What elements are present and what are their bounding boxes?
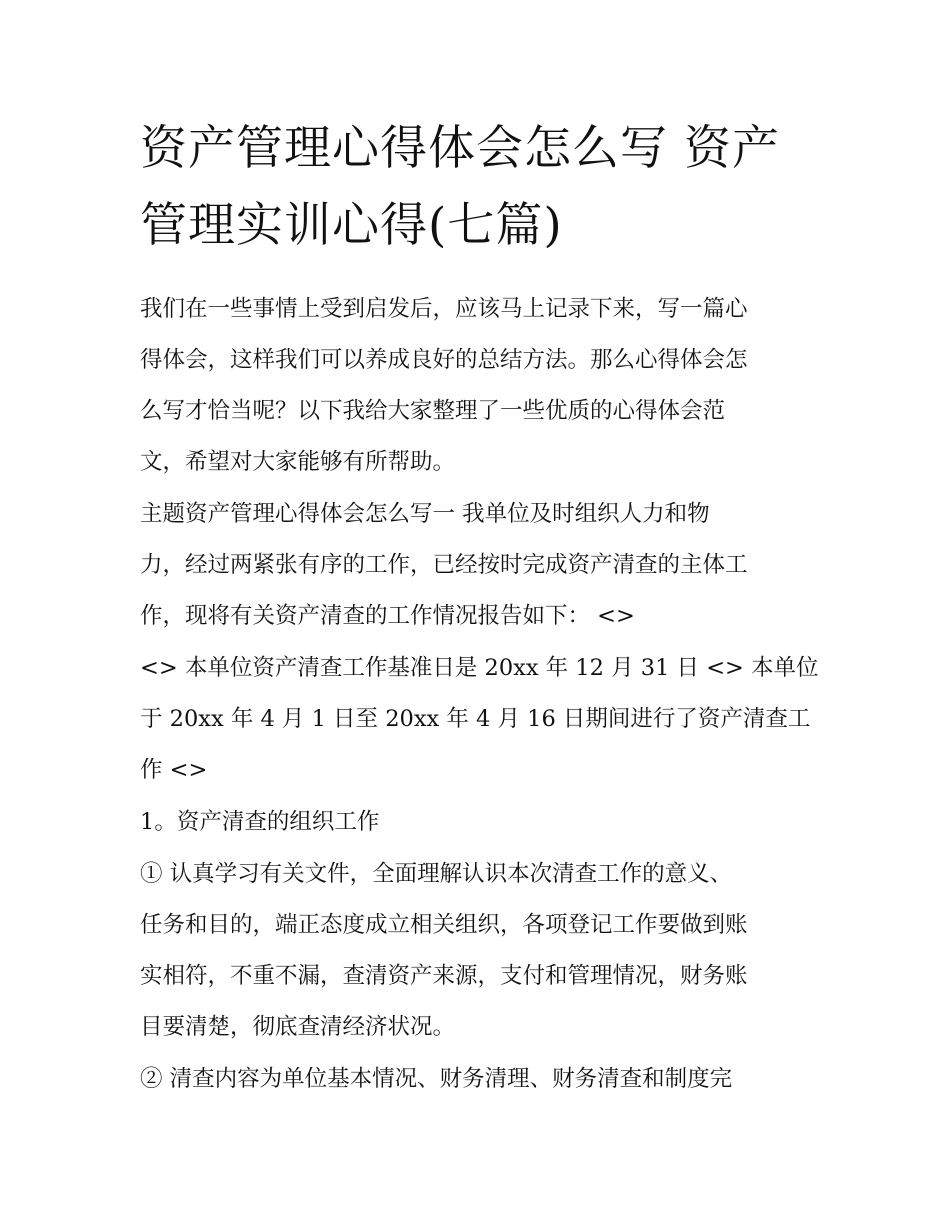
title-line: 资产管理心得体会怎么写 资产	[140, 121, 780, 176]
list-item-2	[140, 1054, 812, 1105]
text-line: 么写才恰当呢？以下我给大家整理了一些优质的心得体会范	[140, 398, 726, 424]
text-line: 得体会，这样我们可以养成良好的总结方法。那么心得体会怎	[140, 347, 748, 373]
text-line: 于 20xx 年 4 月 1 日至 20xx 年 4 月 16 日期间进行了资产清查工	[140, 706, 811, 732]
section-heading	[140, 797, 812, 848]
section-intro-paragraph	[140, 489, 812, 642]
text-line: 我们在一些事情上受到启发后，应该马上记录下来，写一篇心	[140, 296, 748, 322]
text-line: 力，经过两紧张有序的工作，已经按时完成资产清查的主体工	[140, 552, 748, 578]
text-line: 1。资产清查的组织工作	[140, 809, 380, 835]
text-line: ② 清查内容为单位基本情况、财务清理、财务清查和制度完	[140, 1066, 733, 1092]
text-line: 主题资产管理心得体会怎么写一 我单位及时组织人力和物	[140, 501, 710, 527]
text-line: 文，希望对大家能够有所帮助。	[140, 449, 456, 475]
date-paragraph	[140, 643, 819, 796]
text-line: ① 认真学习有关文件，全面理解认识本次清查工作的意义、	[140, 861, 733, 887]
text-line: 作 <>	[140, 757, 208, 783]
text-line: 实相符，不重不漏，查清资产来源，支付和管理情况，财务账	[140, 963, 748, 989]
document-title	[140, 110, 812, 264]
list-item-1	[140, 849, 812, 1053]
text-line: 作，现将有关资产清查的工作情况报告如下： <>	[140, 603, 635, 629]
text-line: 任务和目的，端正态度成立相关组织，各项登记工作要做到账	[140, 912, 748, 938]
intro-paragraph	[140, 284, 812, 488]
text-line: 目要清楚，彻底查清经济状况。	[140, 1014, 456, 1040]
document-body	[140, 110, 819, 1106]
title-line: 管理实训心得(七篇)	[140, 198, 563, 253]
text-line: <> 本单位资产清查工作基准日是 20xx 年 12 月 31 日 <> 本单位	[140, 655, 819, 681]
